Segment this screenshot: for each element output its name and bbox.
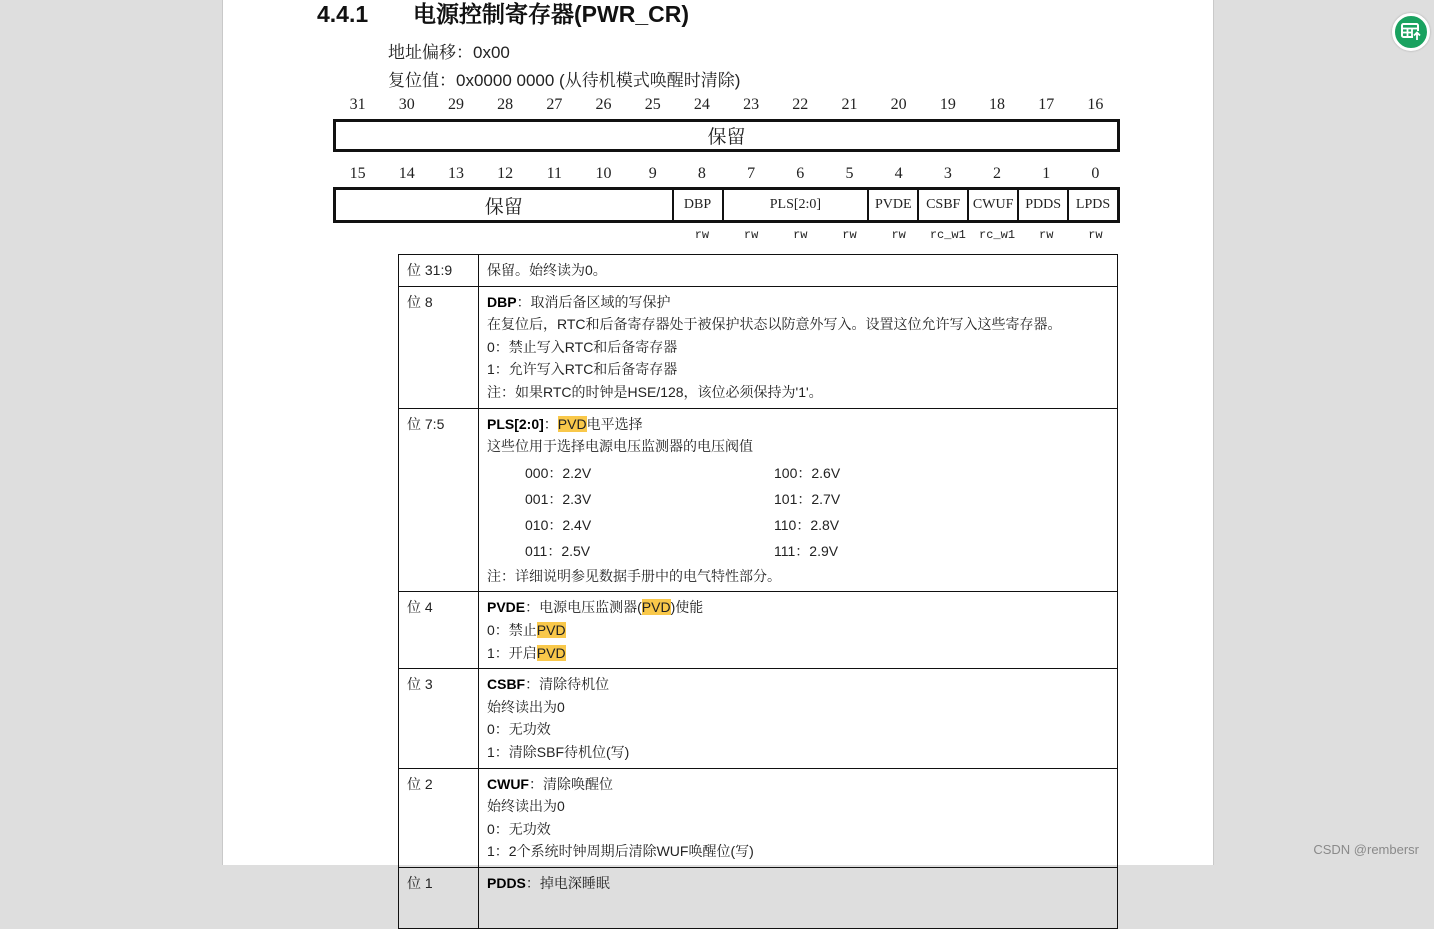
bit-number: 18	[989, 96, 1006, 113]
field-name: CWUF	[487, 775, 529, 792]
bit-range: 位 31:9	[399, 255, 479, 287]
section-number: 4.4.1	[317, 1, 369, 27]
register-row-low	[333, 187, 1120, 223]
bit-description	[479, 669, 1118, 768]
bit-description-table	[398, 254, 1118, 929]
bit-number: 2	[993, 165, 1002, 182]
field-title: ：清除唤醒位	[529, 775, 613, 792]
desc-line: 1：开启	[487, 644, 537, 661]
desc-line: 注：如果RTC的时钟是HSE/128，该位必须保持为'1'。	[487, 383, 823, 400]
bit-number: 3	[943, 165, 952, 182]
bit-number: 20	[890, 96, 907, 113]
field-name: PDDS	[487, 874, 526, 891]
bit-number: 29	[447, 96, 464, 113]
field-title: )使能	[670, 599, 704, 616]
access-type: rw	[842, 228, 857, 242]
access-type	[431, 228, 480, 242]
desc-line: 这些位用于选择电源电压监测器的电压阀值	[487, 438, 753, 455]
table-row	[399, 286, 1118, 408]
bit-range: 位 7:5	[399, 408, 479, 592]
bit-range: 位 1	[399, 867, 479, 929]
level-item: 110：2.8V	[774, 516, 840, 533]
desc-line: 1：2个系统时钟周期后清除WUF唤醒位(写)	[487, 843, 754, 860]
bit-number: 28	[497, 96, 514, 113]
bit-range: 位 4	[399, 592, 479, 669]
field-title: ：取消后备区域的写保护	[516, 293, 671, 310]
field-title: ：掉电深睡眠	[525, 874, 610, 891]
bit-number: 11	[546, 165, 563, 182]
field-title: 电平选择	[586, 415, 643, 432]
bit-number: 27	[546, 96, 563, 113]
access-type	[382, 228, 431, 242]
desc-line: 0：禁止	[487, 621, 537, 638]
desc-line: 在复位后，RTC和后备寄存器处于被保护状态以防意外写入。设置这位允许写入这些寄存器。	[487, 316, 1062, 333]
bit-number: 10	[595, 165, 612, 182]
desc-note: 注：详细说明参见数据手册中的电气特性部分。	[487, 567, 781, 584]
watermark: CSDN @rembersr	[1313, 842, 1419, 857]
voltage-levels	[525, 458, 1109, 565]
bit-description	[479, 867, 1118, 929]
field-title: ：电源电压监测器(	[525, 599, 642, 616]
table-row	[399, 592, 1118, 669]
bit-number: 6	[796, 165, 805, 182]
bit-numbers-low	[333, 165, 1120, 183]
access-type	[333, 228, 382, 242]
bit-number: 7	[747, 165, 756, 182]
access-type: rw	[694, 228, 710, 242]
bit-number: 19	[939, 96, 956, 113]
highlight: PVD	[641, 599, 671, 616]
level-item: 101：2.7V	[774, 490, 841, 507]
bit-number: 31	[349, 96, 366, 113]
table-row	[399, 768, 1118, 867]
desc-line: 1：允许写入RTC和后备寄存器	[487, 361, 678, 378]
bit-number: 17	[1038, 96, 1055, 113]
desc-line: 1：清除SBF待机位(写)	[487, 743, 630, 760]
desc-line: 始终读出为0	[487, 698, 565, 715]
level-item: 111：2.9V	[774, 542, 839, 559]
table-export-button[interactable]	[1392, 13, 1430, 51]
access-type	[579, 228, 628, 242]
field-dbp: DBP	[674, 190, 724, 220]
desc-line: 0：无功效	[487, 721, 551, 738]
bit-number: 15	[349, 165, 366, 182]
field-cwuf: CWUF	[969, 190, 1019, 220]
access-type: rc_w1	[929, 228, 966, 242]
bit-description	[479, 768, 1118, 867]
section-title: 电源控制寄存器(PWR_CR)	[413, 1, 689, 27]
access-type: rw	[891, 228, 906, 242]
document-page	[222, 0, 1214, 891]
bit-description	[479, 255, 1118, 287]
level-item: 010：2.4V	[525, 516, 592, 533]
field-pls: PLS[2:0]	[724, 190, 870, 220]
level-item: 011：2.5V	[525, 542, 591, 559]
address-offset: 地址偏移：0x00	[388, 43, 510, 62]
field-pdds: PDDS	[1019, 190, 1069, 220]
access-type: rc_w1	[979, 228, 1016, 242]
bit-description: PLS[2:0]：PVD电平选择 这些位用于选择电源电压监测器的电压阀值 000：2.2V 100：2.6V 001：2.3V 101：2.7V 010：2.4V 110：2.8V 011：2.5V 111：2.9V 注：详细说明参见数据手册中的电气特性部分。	[479, 408, 1118, 592]
bit-number: 1	[1042, 165, 1051, 182]
table-export-icon	[1401, 23, 1421, 41]
reset-value: 复位值：0x0000 0000 (从待机模式唤醒时清除)	[388, 71, 741, 90]
table-row	[399, 408, 1118, 592]
bit-number: 4	[894, 165, 903, 182]
desc-line: 保留。始终读为0。	[487, 262, 607, 278]
level-item: 000：2.2V	[525, 464, 592, 481]
access-types	[333, 228, 1120, 242]
field-pvde: PVDE	[869, 190, 919, 220]
bit-number: 9	[648, 165, 657, 182]
field-lpds: LPDS	[1075, 197, 1111, 212]
bit-description	[479, 286, 1118, 408]
bit-number: 8	[697, 165, 706, 182]
register-row-high	[333, 119, 1120, 152]
desc-line: 0：无功效	[487, 820, 551, 837]
access-type: rw	[1039, 228, 1054, 242]
bit-number: 12	[497, 165, 514, 182]
bit-number: 5	[845, 165, 854, 182]
bit-number: 30	[398, 96, 415, 113]
field-name: PLS[2:0]	[487, 415, 544, 432]
access-type: rw	[743, 228, 759, 242]
section-heading	[317, 0, 689, 29]
bit-number: 21	[841, 96, 858, 113]
bit-range: 位 3	[399, 669, 479, 768]
bit-number: 22	[792, 96, 809, 113]
bit-number: 0	[1091, 165, 1100, 182]
field-name: CSBF	[487, 676, 526, 693]
table-row	[399, 867, 1118, 929]
highlight: PVD	[536, 644, 566, 661]
bit-description	[479, 592, 1118, 669]
desc-line: 0：禁止写入RTC和后备寄存器	[487, 338, 678, 355]
bit-number: 16	[1087, 96, 1104, 113]
bit-number: 24	[693, 96, 710, 113]
level-item: 100：2.6V	[774, 464, 841, 481]
access-type: rw	[1088, 228, 1103, 242]
level-item: 001：2.3V	[525, 490, 592, 507]
field-name: DBP	[487, 293, 517, 310]
reserved-field-high: 保留	[707, 127, 746, 148]
table-row	[399, 255, 1118, 287]
bit-range: 位 8	[399, 286, 479, 408]
field-title: ：清除待机位	[525, 676, 610, 693]
bit-number: 25	[644, 96, 661, 113]
access-type	[530, 228, 579, 242]
highlight: PVD	[557, 415, 587, 432]
bit-number: 23	[743, 96, 760, 113]
access-type	[481, 228, 530, 242]
access-type: rw	[793, 228, 808, 242]
bit-number: 14	[398, 165, 415, 182]
desc-line: 始终读出为0	[487, 798, 565, 815]
highlight: PVD	[536, 621, 566, 638]
field-name: PVDE	[487, 599, 526, 616]
bit-numbers-high	[333, 96, 1120, 114]
field-csbf: CSBF	[919, 190, 969, 220]
bit-range: 位 2	[399, 768, 479, 867]
reserved-field-low: 保留	[336, 190, 674, 220]
access-type	[628, 228, 677, 242]
bit-number: 13	[447, 165, 464, 182]
table-row	[399, 669, 1118, 768]
bit-number: 26	[595, 96, 612, 113]
